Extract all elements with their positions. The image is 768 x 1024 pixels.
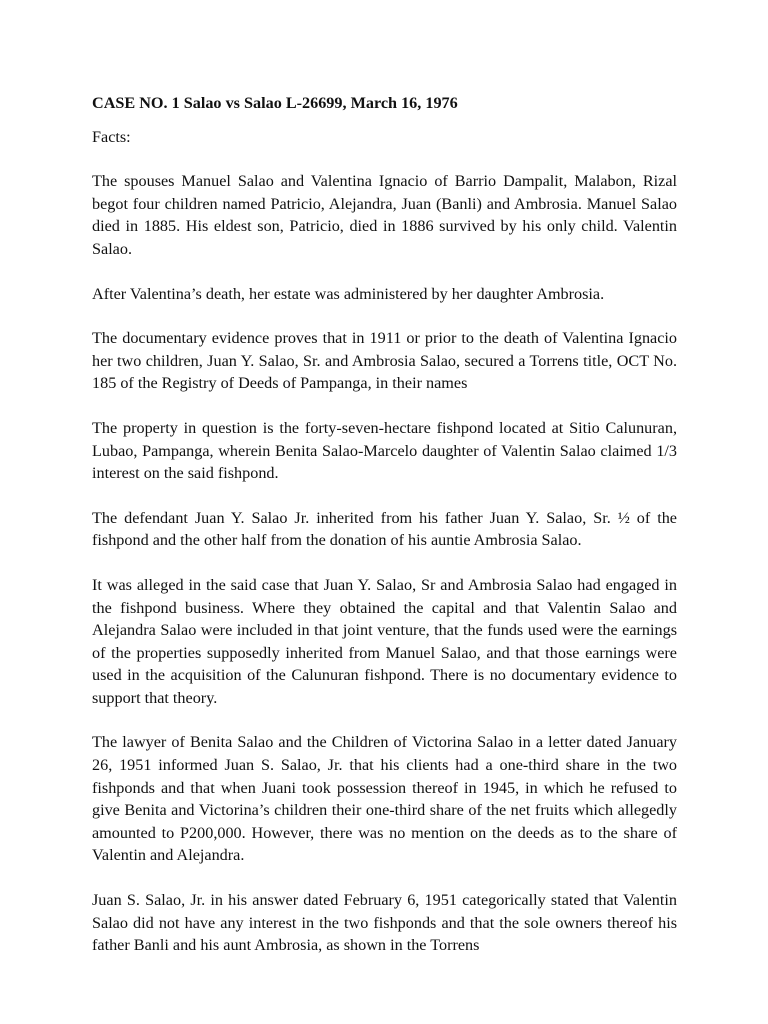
paragraph-lawyer-letter: The lawyer of Benita Salao and the Children of Victorina Salao in a letter dated January 26, 1951 informed Juan S. Salao, Jr. that his clients had a one-third share in the two fishponds and that when Juani took possession thereof in 1945, in which he refused to give Benita and Victorina’s children their one-third share of the net fruits which allegedly amounted to P200,000. However, there was no mention on the deeds as to the share of Valentin and Alejandra.	[92, 733, 677, 865]
document-page	[92, 92, 677, 979]
paragraph-answer: Juan S. Salao, Jr. in his answer dated February 6, 1951 categorically stated that Valentin Salao did not have any interest in the two fishponds and that the sole owners thereof his father Banli and his aunt Ambrosia, as shown in the Torrens	[92, 891, 677, 955]
paragraph-estate: After Valentina’s death, her estate was administered by her daughter Ambrosia.	[92, 284, 605, 303]
paragraph-allegation: It was alleged in the said case that Juan Y. Salao, Sr and Ambrosia Salao had engaged in the fishpond business. Where they obtained the capital and that Valentin Salao and Alejandra Salao were included in that joint venture, that the funds used were the earnings of the properties supposedly inherited from Manuel Salao, and that those earnings were used in the acquisition of the Calunuran fishpond. There is no documentary evidence to support that theory.	[92, 575, 677, 707]
facts-heading: Facts:	[92, 127, 131, 146]
paragraph-defendant: The defendant Juan Y. Salao Jr. inherited from his father Juan Y. Salao, Sr. ½ of the fishpond and the other half from the donation of his auntie Ambrosia Salao.	[92, 508, 677, 550]
paragraph-spouses: The spouses Manuel Salao and Valentina Ignacio of Barrio Dampalit, Malabon, Rizal begot four children named Patricio, Alejandra, Juan (Banli) and Ambrosia. Manuel Salao died in 1885. His eldest son, Patricio, died in 1886 survived by his only child. Valentin Salao.	[92, 172, 677, 258]
case-title: CASE NO. 1 Salao vs Salao L-26699, March 16, 1976	[92, 94, 458, 112]
paragraph-documentary-evidence: The documentary evidence proves that in 1911 or prior to the death of Valentina Ignacio her two children, Juan Y. Salao, Sr. and Ambrosia Salao, secured a Torrens title, OCT No. 185 of the Registry of Deeds of Pampanga, in their names	[92, 329, 677, 393]
paragraph-property: The property in question is the forty-seven-hectare fishpond located at Sitio Calunuran, Lubao, Pampanga, wherein Benita Salao-Marcelo daughter of Valentin Salao claimed 1/3 interest on the said fishpond.	[92, 418, 677, 483]
